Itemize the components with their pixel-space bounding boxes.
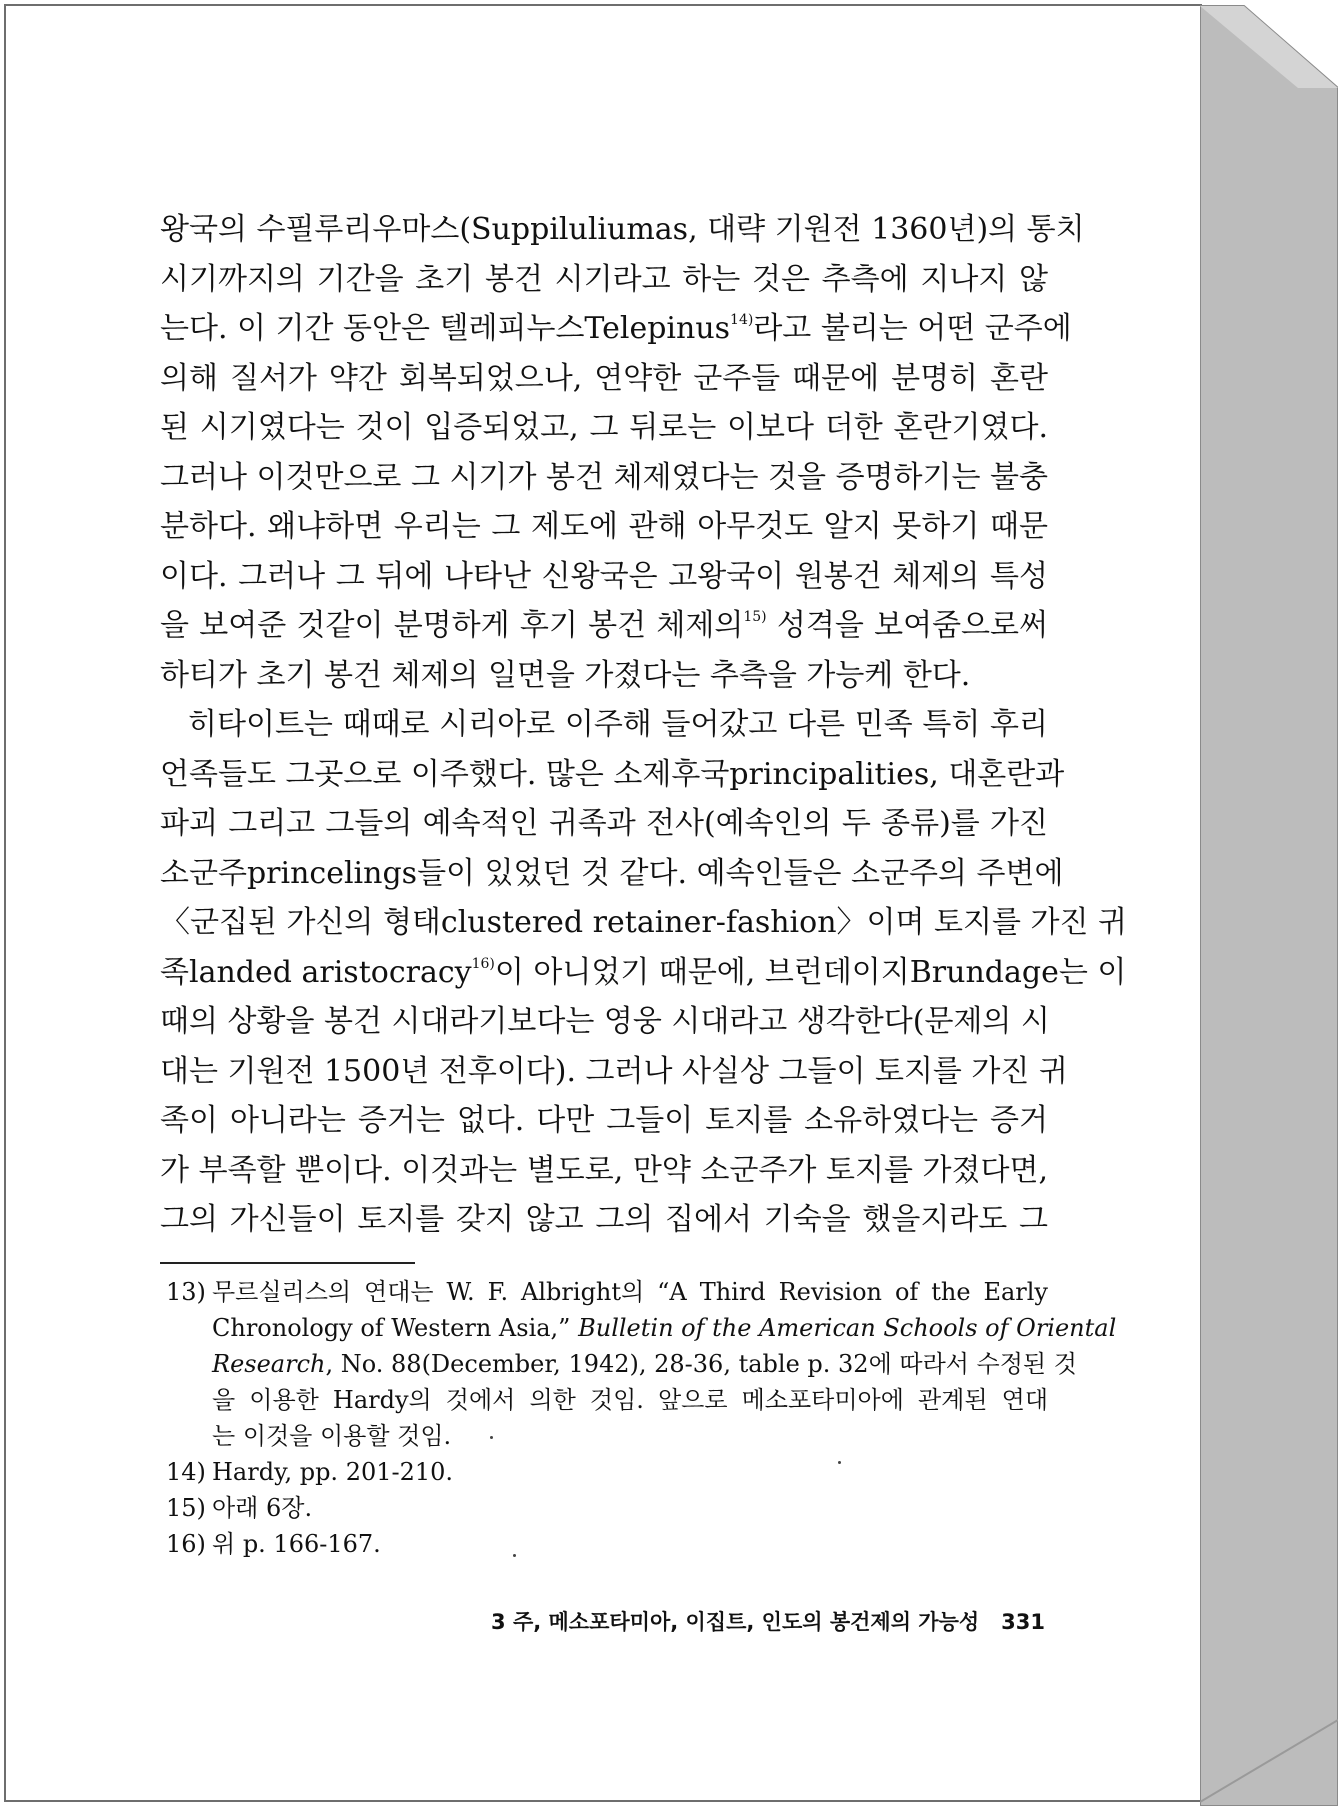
footnote-line: 무르실리스의 연대는 W. F. Albright의 “A Third Revision of the Early <box>212 1278 1048 1306</box>
footnote-ref-14: 14) <box>730 312 754 328</box>
footnote-number: 15) <box>166 1494 206 1522</box>
text-line: 그의 가신들이 토지를 갖지 않고 그의 집에서 기숙을 했을지라도 그 <box>160 1202 1048 1237</box>
scan-speck <box>513 1554 516 1557</box>
footnotes <box>166 1274 1117 1562</box>
footnote-ref-16: 16) <box>471 955 495 972</box>
footnote-16 <box>166 1526 1048 1562</box>
text-line: 하티가 초기 봉건 체제의 일면을 가졌다는 추측을 가능케 한다. <box>160 657 971 693</box>
text-line: 는다. 이 기간 동안은 텔레피누스Telepinus$^{14)}$라고 불리는 어떤 군주에 <box>160 311 1072 346</box>
footnote-ref-15: 15) <box>743 609 767 625</box>
footnote-number: 16) <box>166 1530 206 1558</box>
footnote-number: 13) <box>166 1278 206 1306</box>
scan-speck <box>838 1461 841 1464</box>
text-line: 가 부족할 뿐이다. 이것과는 별도로, 만약 소군주가 토지를 가졌다면, <box>160 1152 1048 1188</box>
running-title: 3 주, 메소포타미아, 이집트, 인도의 봉건제의 가능성 <box>491 1610 980 1634</box>
text-line: 대는 기원전 1500년 전후이다). 그러나 사실상 그들이 토지를 가진 귀 <box>160 1053 1068 1089</box>
text-line: 소군주princelings들이 있었던 것 같다. 예속인들은 소군주의 주변에 <box>160 855 1064 891</box>
text-line: 때의 상황을 봉건 시대라기보다는 영웅 시대라고 생각한다(문제의 시 <box>160 1004 1050 1039</box>
footnote-line: 을 이용한 Hardy의 것에서 의한 것임. 앞으로 메소포타미아에 관계된 연대 <box>212 1386 1048 1414</box>
page-number: 331 <box>1001 1610 1045 1634</box>
footnote-divider <box>160 1262 415 1264</box>
scan-speck <box>490 1436 493 1439</box>
text-line: 〈군집된 가신의 형태clustered retainer-fashion〉이며 토지를 가진 귀 <box>160 905 1127 940</box>
text-line: 언족들도 그곳으로 이주했다. 많은 소제후국principalities, 대혼란과 <box>160 756 1065 792</box>
footnote-14 <box>166 1454 1048 1490</box>
footnote-line: Hardy, pp. 201-210. <box>212 1458 454 1486</box>
text-line: 분하다. 왜냐하면 우리는 그 제도에 관해 아무것도 알지 못하기 때문 <box>160 509 1048 544</box>
running-footer <box>400 1606 1045 1636</box>
footnote-line: 아래 6장. <box>212 1494 313 1522</box>
text-line: 그러나 이것만으로 그 시기가 봉건 체제였다는 것을 증명하기는 불충 <box>160 459 1048 495</box>
footnote-number: 14) <box>166 1458 206 1486</box>
text-line: 족이 아니라는 증거는 없다. 다만 그들이 토지를 소유하였다는 증거 <box>160 1103 1048 1138</box>
text-line: 을 보여준 것같이 분명하게 후기 봉건 체제의$^{15)}$ 성격을 보여줌으로써 <box>160 608 1048 643</box>
text-line: 이다. 그러나 그 뒤에 나타난 신왕국은 고왕국이 원봉건 체제의 특성 <box>160 558 1048 594</box>
text-line: 파괴 그리고 그들의 예속적인 귀족과 전사(예속인의 두 종류)를 가진 <box>160 806 1048 841</box>
footnote-line: 는 이것을 이용할 것임. <box>212 1422 452 1450</box>
main-text <box>160 205 1127 1245</box>
footnote-line: Research, No. 88(December, 1942), 28-36, table p. 32에 따라서 수정된 것 <box>212 1350 1077 1378</box>
text-line: 왕국의 수필루리우마스(Suppiluliumas, 대략 기원전 1360년)의 통치 <box>160 212 1085 247</box>
text-line: 히타이트는 때때로 시리아로 이주해 들어갔고 다른 민족 특히 후리 <box>188 707 1048 742</box>
footnote-line: Chronology of Western Asia,” Bulletin of the American Schools of Oriental <box>212 1314 1117 1342</box>
text-line: 족landed aristocracy$^{16)}$이 아니었기 때문에, 브런데이지Brundage는 이 <box>160 954 1127 990</box>
text-line: 의해 질서가 약간 회복되었으나, 연약한 군주들 때문에 분명히 혼란 <box>160 360 1048 396</box>
footnote-line: 위 p. 166-167. <box>212 1530 381 1558</box>
footnote-15 <box>166 1490 1048 1526</box>
text-line: 시기까지의 기간을 초기 봉건 시기라고 하는 것은 추측에 지나지 않 <box>160 261 1048 297</box>
footnote-13 <box>166 1274 1117 1454</box>
text-line: 된 시기였다는 것이 입증되었고, 그 뒤로는 이보다 더한 혼란기였다. <box>160 410 1048 445</box>
